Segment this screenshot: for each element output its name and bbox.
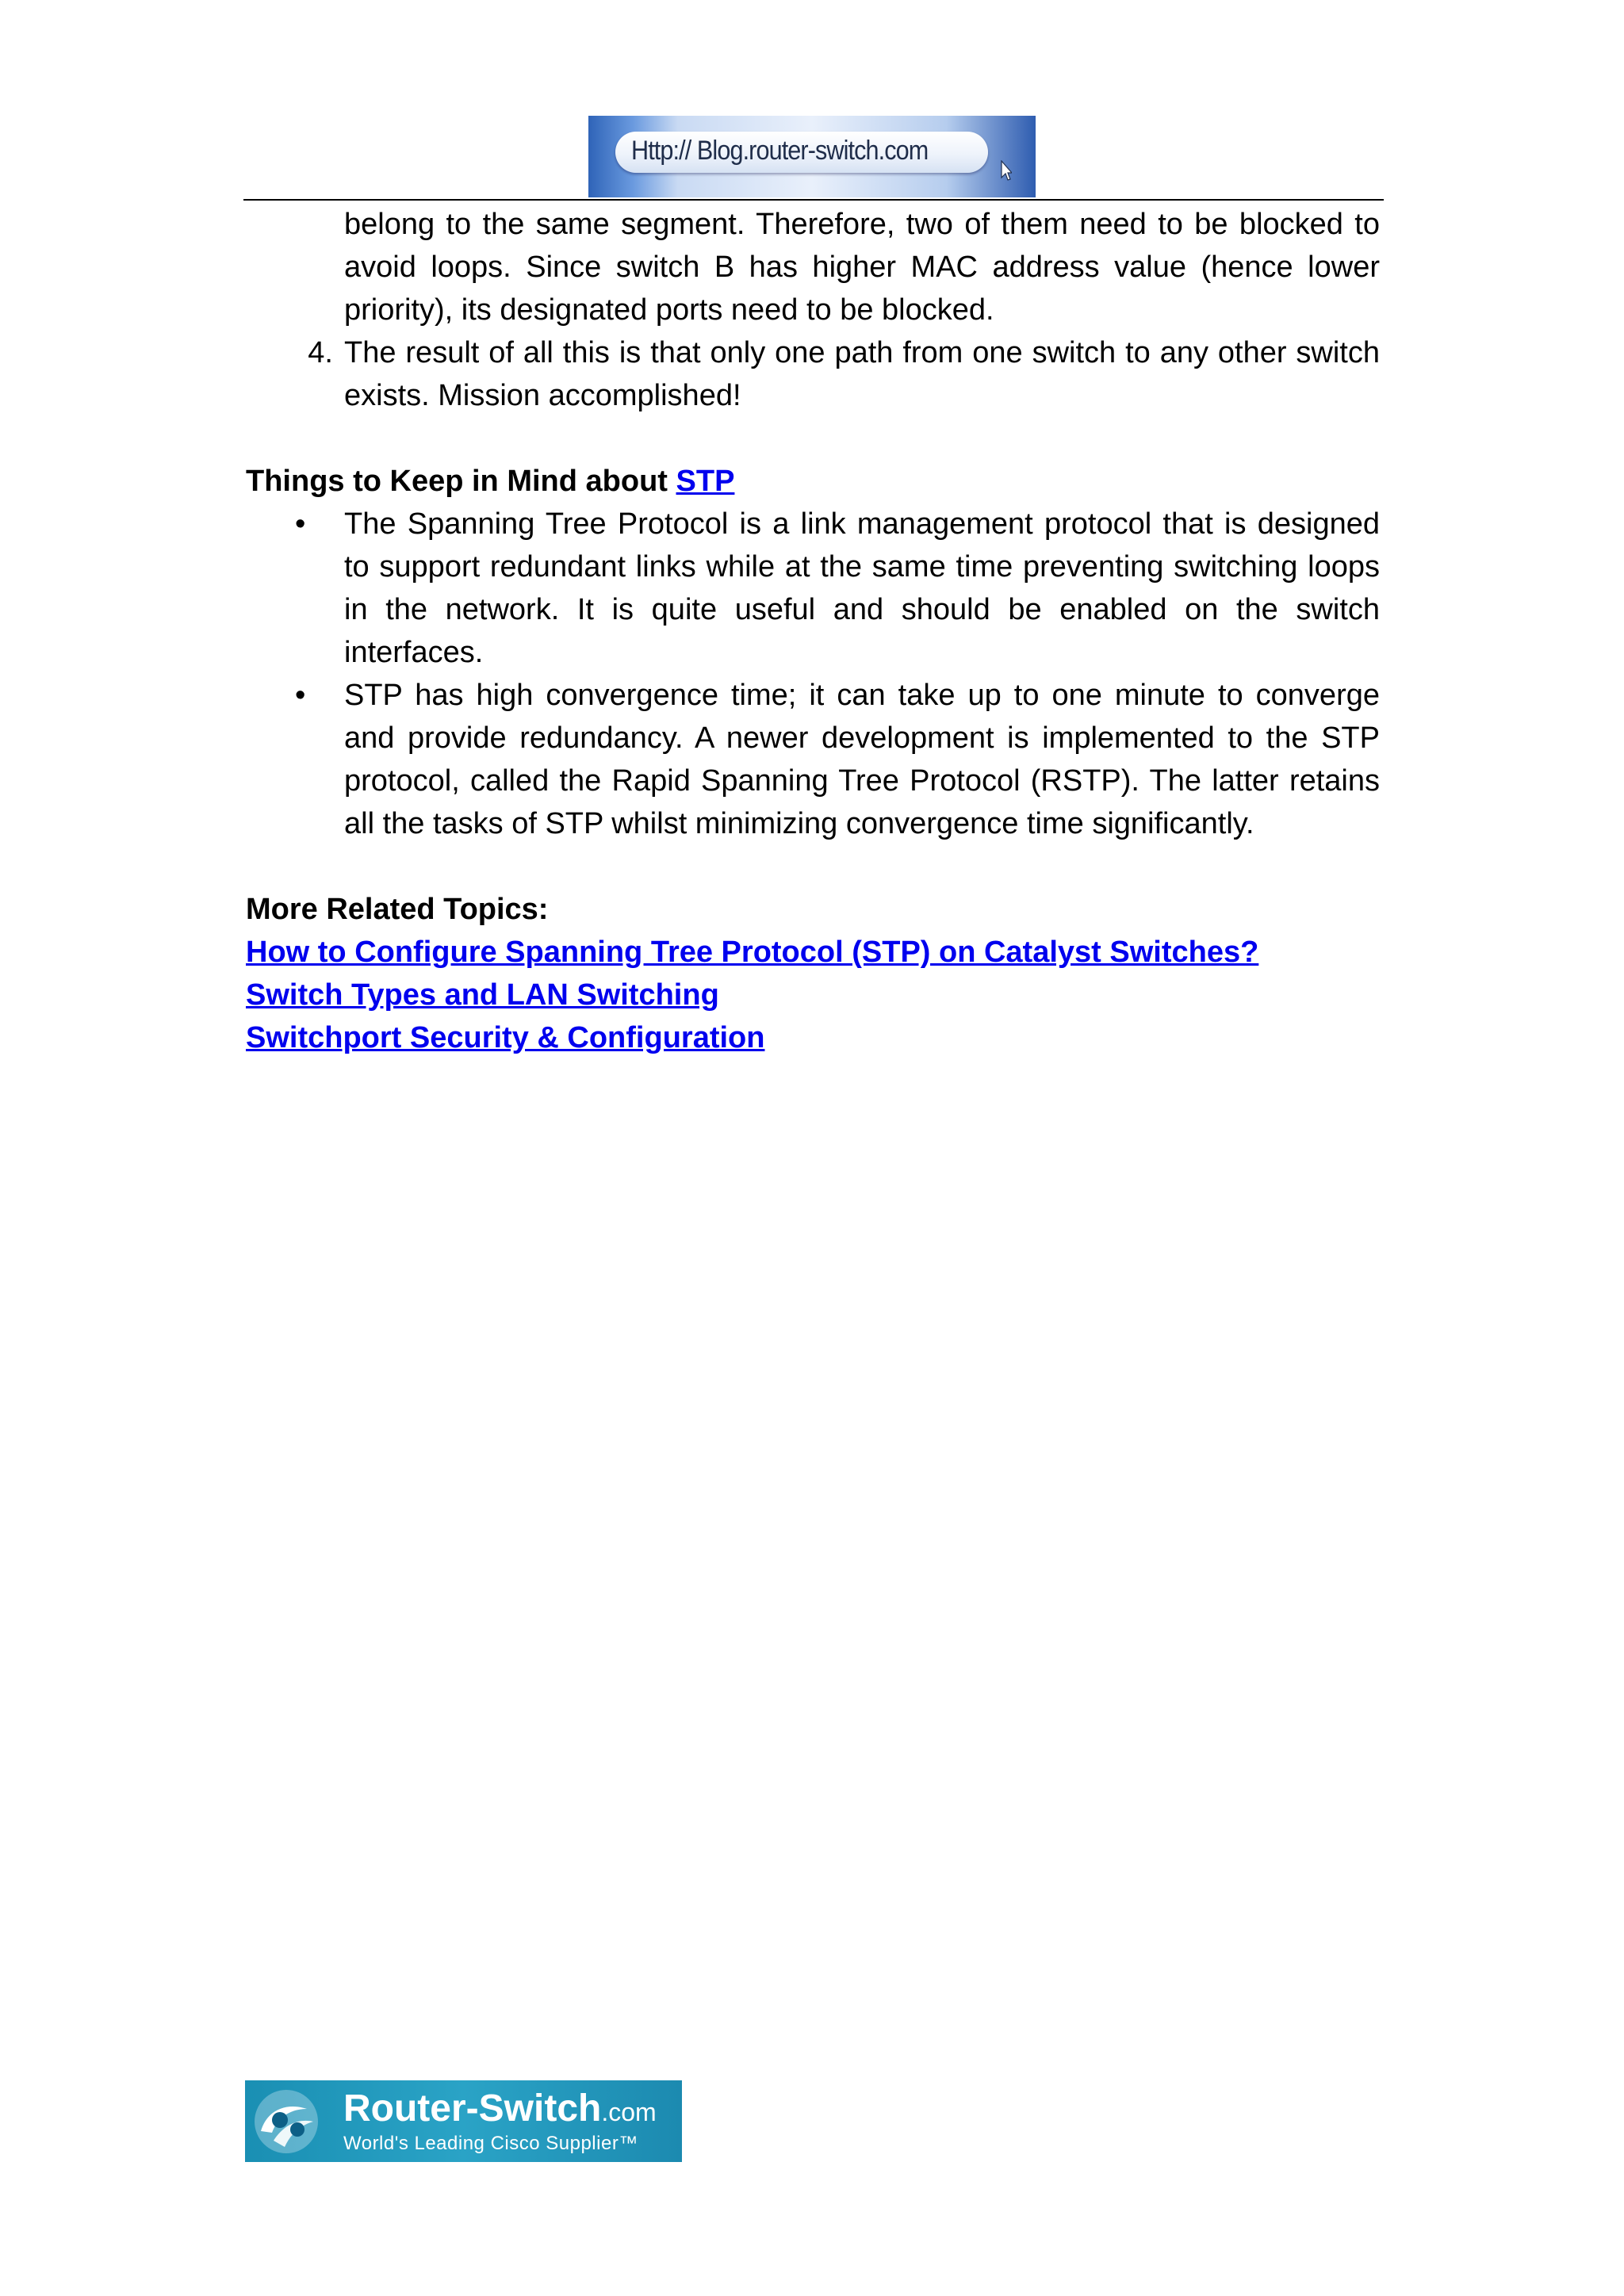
list-number: 4.: [308, 336, 333, 369]
section-heading: [246, 460, 1380, 503]
bullet-marker: •: [295, 507, 306, 541]
section-heading-text: Things to Keep in Mind about: [246, 465, 676, 498]
globe-logo-icon: [250, 2085, 323, 2158]
bullet-text: STP has high convergence time; it can take up to one minute to converge and provide redundancy. A newer development is implemented to the STP protocol, called the Rapid Spanning Tree Protocol (RSTP). The latter retains all the tasks of STP whilst minimizing convergence time significantly.: [344, 679, 1380, 840]
header-divider: [243, 199, 1384, 201]
related-link-configure-stp[interactable]: How to Configure Spanning Tree Protocol (STP) on Catalyst Switches?: [246, 936, 1259, 969]
list-item: [246, 331, 1380, 417]
related-topics-heading: More Related Topics:: [246, 893, 549, 926]
stp-link[interactable]: STP: [676, 465, 735, 498]
bullet-item: [246, 674, 1380, 845]
logo-name: Router-Switch.com: [343, 2087, 657, 2130]
bullet-text: The Spanning Tree Protocol is a link management protocol that is designed to support redundant links while at the same time preventing switching loops in the network. It is quite useful and should be enabled on the switch interfaces.: [344, 507, 1380, 669]
page-content: [246, 203, 1380, 1059]
related-link-switchport-security[interactable]: Switchport Security & Configuration: [246, 1021, 765, 1054]
banner-url-text: Http:// Blog.router-switch.com: [631, 136, 929, 166]
bullet-item: [246, 503, 1380, 674]
header-banner: [588, 116, 1036, 197]
related-link-switch-types[interactable]: Switch Types and LAN Switching: [246, 978, 719, 1012]
cursor-icon: [1001, 160, 1012, 181]
bullet-marker: •: [295, 679, 306, 712]
footer-logo: [245, 2080, 682, 2162]
list-item-continuation: belong to the same segment. Therefore, two of them need to be blocked to avoid loops. Since switch B has higher MAC address value (hence lower priority), its designated ports need to be blocked.: [344, 208, 1380, 327]
logo-tagline: World's Leading Cisco Supplier™: [343, 2133, 638, 2154]
list-item-text: The result of all this is that only one path from one switch to any other switch exists. Mission accomplished!: [344, 336, 1380, 412]
